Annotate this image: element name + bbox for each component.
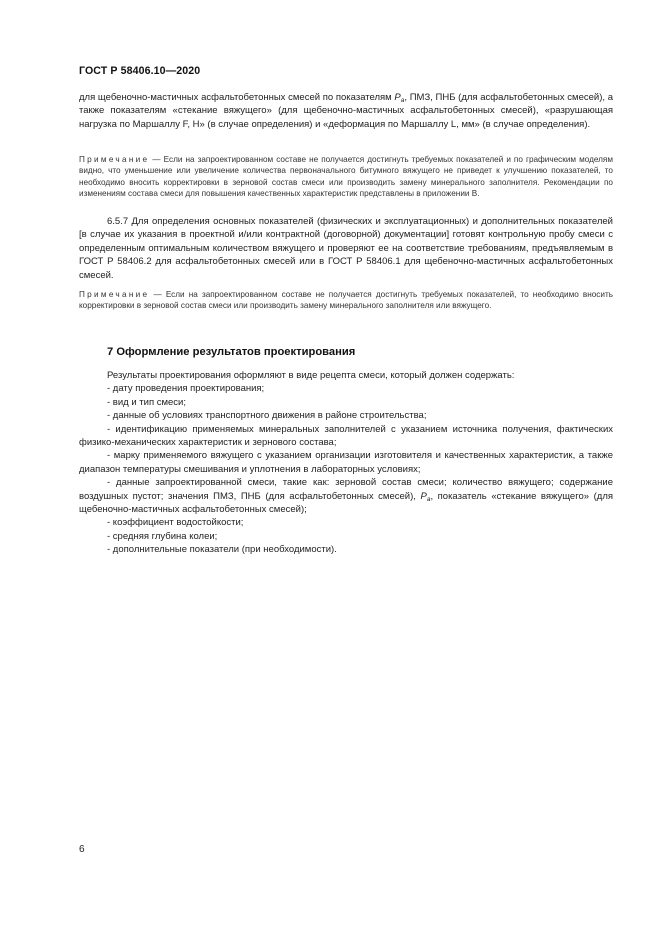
list-item: - коэффициент водостойкости; (107, 517, 244, 529)
note-text: — Если на запроектированном составе не получается достигнуть требуемых показателей, то необходимо вносить корректировки в зерновой состав смеси или производить замену минерального заполнителя или вяжущего. (79, 290, 613, 311)
list-item: - дополнительные показатели (при необходимости). (107, 544, 337, 556)
note-1 (79, 154, 613, 200)
section-7-intro: Результаты проектирования оформляют в виде рецепта смеси, который должен содержать: (107, 370, 515, 381)
paragraph-continuation: для щебеночно-мастичных асфальтобетонных смесей по показателям $P_a$, ПМЗ, ПНБ (для асфальтобетонных смесей), а также показателям «стекание вяжущего» (для щебеночно-мастичных асфальтобетонных смесей), «разрушающая нагрузка по Маршаллу F, Н» (в случае определения) и «деформация по Маршаллу L, мм» (в случае определения). (79, 92, 613, 130)
note-2 (79, 289, 613, 312)
paragraph-6-5-7: 6.5.7 Для определения основных показателей (физических и эксплуатационных) и дополнительных показателей [в случае их указания в проектной и/или контрактной (договорной) документации] готовят контрольную пробу смеси с определенным оптимальным количеством вяжущего и проверяют ее на соответствие требованиям, предъявляемым в ГОСТ Р 58406.2 для асфальтобетонных смесей или в ГОСТ Р 58406.1 для щебеночно-мастичных асфальтобетонных смесей. (79, 216, 613, 281)
list-item: - дату проведения проектирования; (107, 383, 265, 395)
pa-symbol: $P_a$ (394, 92, 405, 104)
list-item: - средняя глубина колеи; (107, 530, 218, 542)
document-header: ГОСТ Р 58406.10—2020 (79, 65, 201, 77)
page-number: 6 (79, 844, 85, 855)
list-item: - марку применяемого вяжущего с указанием организации изготовителя и качественных характеристик, а также диапазон температуры смешивания и уплотнения в лабораторных условиях; (79, 450, 613, 475)
section-7-content (79, 369, 613, 557)
pa-symbol: $P_a$ (420, 490, 431, 503)
list-item: - идентификацию применяемых минеральных заполнителей с указанием источника получения, фактических физико-механических характеристик и зернового состава; (79, 423, 613, 449)
note-text: — Если на запроектированном составе не получается достигнуть требуемых показателей и по графическим моделям видно, что уменьшение или увеличение количества первоначального битумного вяжущего не приведет к улучшению показателей, то необходимо вносить корректировки в зерновой состав смеси или производить замену минерального заполнителя. Рекомендации по изменениям состава смеси для повышения качественных характеристик представлены в приложении В. (79, 155, 613, 199)
list-item: - данные об условиях транспортного движения в районе строительства; (107, 410, 427, 422)
section-7-title: 7 Оформление результатов проектирования (107, 346, 356, 358)
list-item: - вид и тип смеси; (107, 396, 186, 408)
note-label: Примечание (79, 155, 150, 164)
note-label: Примечание (79, 290, 150, 299)
list-item: - данные запроектированной смеси, такие как: зерновой состав смеси; количество вяжущего; содержание воздушных пустот; значения ПМЗ, ПНБ (для асфальтобетонных смесей), $P_a$, показатель «стекание вяжущего» (для щебеночно-мастичных асфальтобетонных смесей); (79, 477, 614, 516)
